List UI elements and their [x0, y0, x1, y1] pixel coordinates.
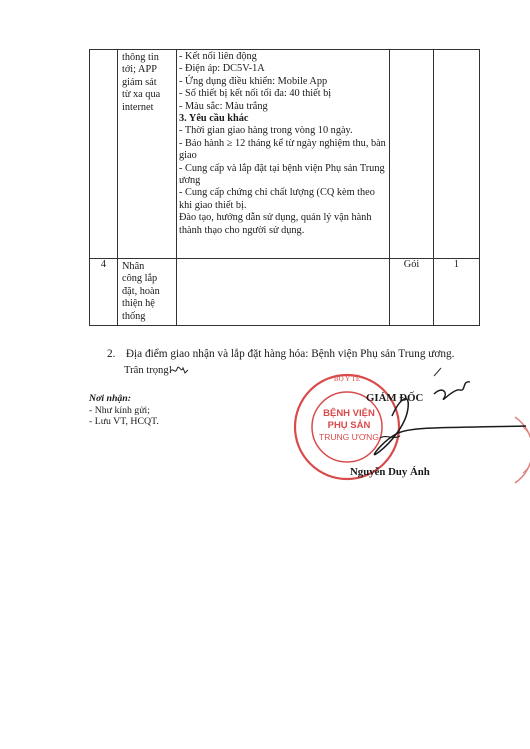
item-name-line: thông tin	[122, 52, 159, 63]
item-number: 2.	[107, 348, 116, 360]
stamp-line: TRUNG ƯƠNG	[319, 432, 379, 442]
item-name-cell	[118, 259, 177, 326]
table-row	[90, 50, 480, 259]
item-name-line: đặt, hoàn	[122, 285, 160, 297]
unit-cell: Gói	[390, 259, 434, 326]
stt-cell	[90, 50, 118, 259]
requirement-line: - Bảo hành ≥ 12 tháng kể từ ngày nghiệm thu, bàn giao	[179, 137, 386, 162]
recipients-title: Nơi nhận:	[89, 393, 132, 404]
pen-mark	[432, 366, 444, 378]
spec-line: - Điện áp: DC5V-1A	[179, 63, 265, 75]
spec-line: - Số thiết bị kết nối tối đa: 40 thiết bị	[179, 88, 332, 100]
item-name-line: công lắp	[122, 273, 158, 285]
item-name-line: Nhân	[122, 261, 145, 272]
delivery-location	[107, 348, 455, 360]
requirement-line: - Cung cấp chứng chỉ chất lượng (CQ kèm theo khi giao thiết bị.	[179, 187, 375, 211]
closing-regards: Trân trọng!	[124, 365, 173, 376]
spec-line: - Kết nối liên động	[179, 51, 257, 62]
handwritten-signature	[327, 368, 530, 468]
table-row	[90, 259, 480, 326]
item-name-line: thiện hệ	[122, 298, 155, 310]
spec-description-cell	[177, 50, 390, 259]
recipients-block	[89, 393, 159, 428]
signer-name: Nguyễn Duy Ánh	[350, 466, 430, 478]
delivery-text: Địa điểm giao nhận và lắp đặt hàng hóa: Bệnh viện Phụ sản Trung ương.	[125, 348, 455, 360]
item-name-line: thống	[122, 310, 146, 322]
director-title: GIÁM ĐỐC	[366, 392, 424, 404]
recipient-item: - Như kính gửi;	[89, 404, 150, 416]
initials-mark	[168, 363, 190, 377]
stamp-line: BỆNH VIỆN	[323, 408, 375, 419]
unit-cell	[390, 50, 434, 259]
requirement-line: - Thời gian giao hàng trong vòng 10 ngày.	[179, 125, 353, 137]
spec-line: - Màu sắc: Màu trắng	[179, 100, 268, 112]
item-name-line: internet	[122, 101, 154, 113]
item-name-cell	[118, 50, 177, 259]
spec-line: - Ứng dụng điều khiển: Mobile App	[179, 75, 328, 87]
spec-description-cell	[177, 259, 390, 326]
requirement-line: Đào tạo, hướng dẫn sử dụng, quản lý vận hành thành thạo cho người sử dụng.	[179, 212, 372, 236]
item-name-line: tới; APP	[122, 64, 157, 76]
qty-cell	[434, 50, 480, 259]
equipment-spec-table	[89, 49, 480, 326]
item-name-line: từ xa qua	[122, 89, 161, 101]
qty-cell: 1	[434, 259, 480, 326]
stt-cell: 4	[90, 259, 118, 326]
stamp-arc-text: BỘ Y TẾ	[333, 375, 361, 383]
item-name-line: giám sát	[122, 76, 157, 88]
recipient-item: - Lưu VT, HCQT.	[89, 416, 159, 428]
requirement-line: - Cung cấp và lắp đặt tại bệnh viện Phụ sản Trung ương	[179, 162, 385, 187]
stamp-line: PHỤ SẢN	[327, 420, 371, 431]
section-heading: 3. Yêu cầu khác	[179, 113, 249, 125]
